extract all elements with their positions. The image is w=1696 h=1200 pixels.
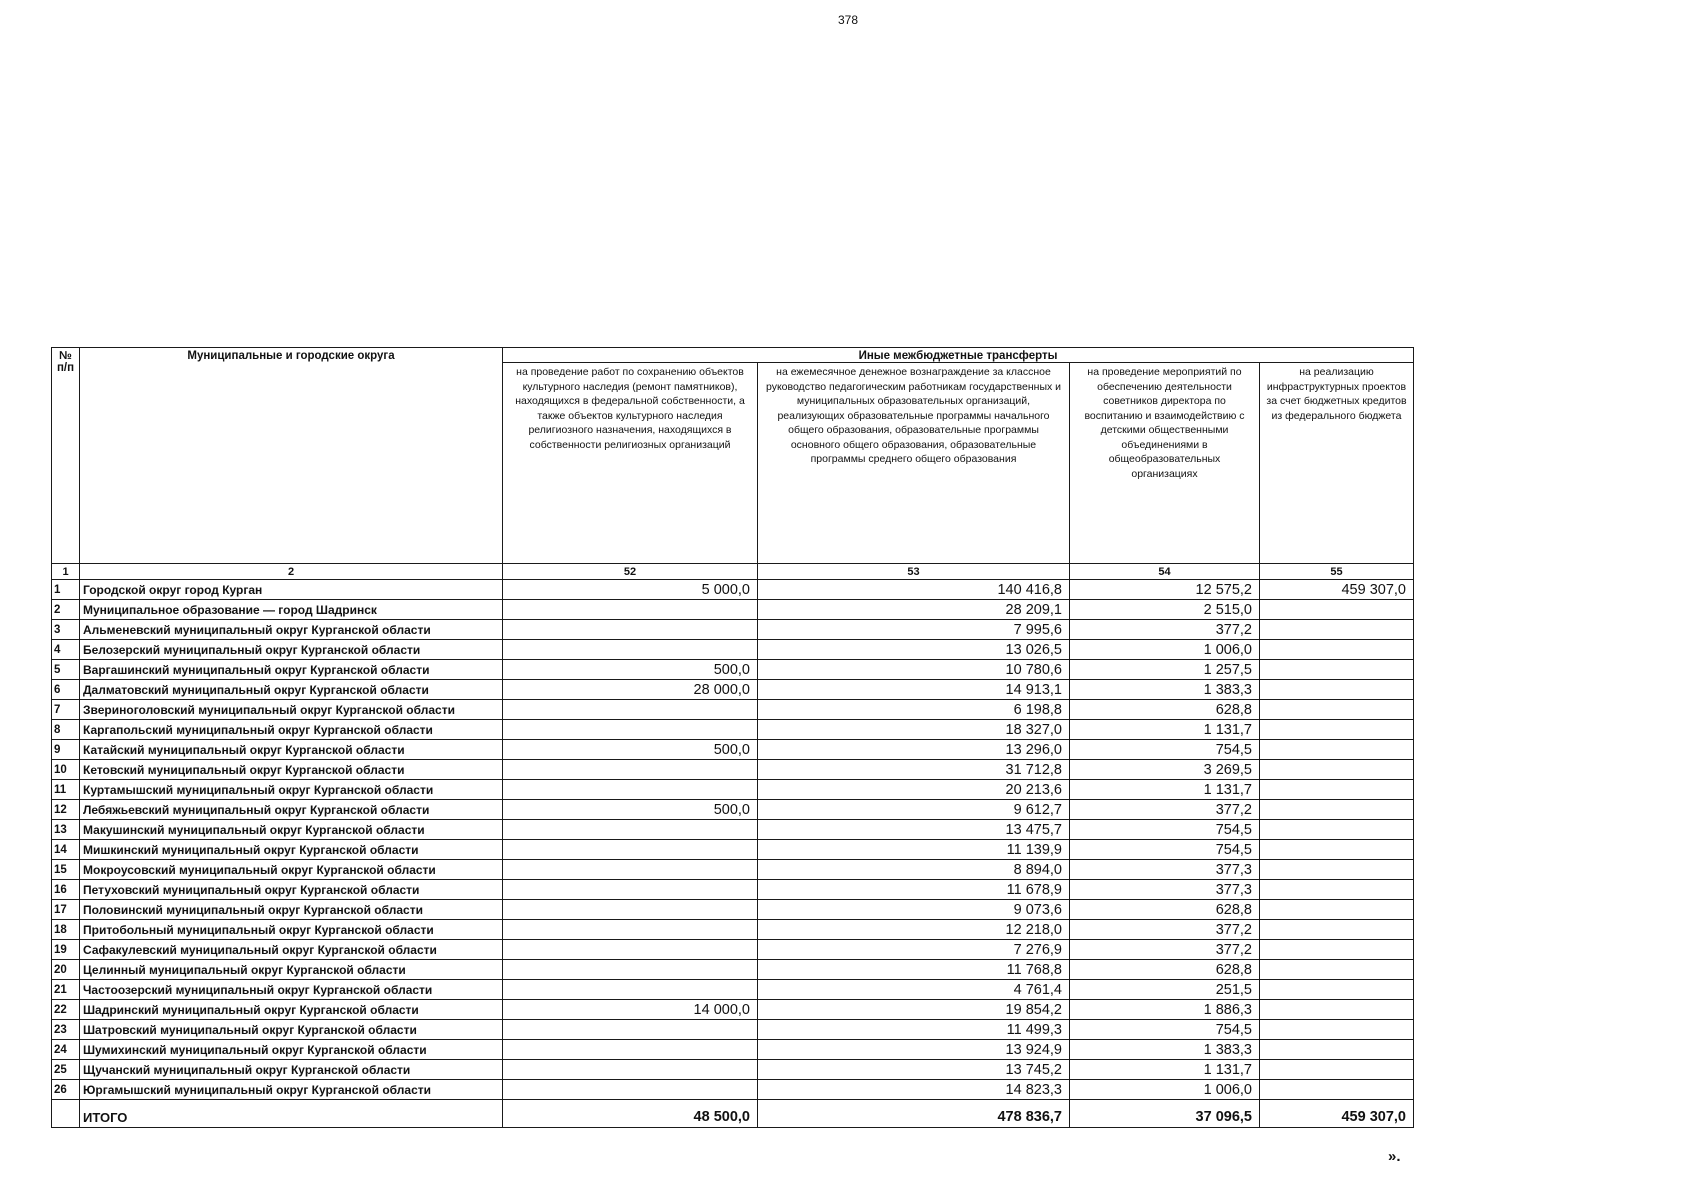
row-number: 8 bbox=[52, 720, 80, 740]
value-col-55 bbox=[1260, 980, 1414, 1000]
table-row bbox=[52, 840, 1414, 860]
value-col-53: 11 499,3 bbox=[758, 1020, 1070, 1040]
value-col-53: 12 218,0 bbox=[758, 920, 1070, 940]
value-col-52 bbox=[503, 900, 758, 920]
value-col-55 bbox=[1260, 820, 1414, 840]
total-col-54: 37 096,5 bbox=[1070, 1100, 1260, 1128]
table-row bbox=[52, 780, 1414, 800]
row-number: 11 bbox=[52, 780, 80, 800]
value-col-52: 500,0 bbox=[503, 660, 758, 680]
row-number: 6 bbox=[52, 680, 80, 700]
value-col-54: 754,5 bbox=[1070, 840, 1260, 860]
table-row bbox=[52, 880, 1414, 900]
value-col-55 bbox=[1260, 1000, 1414, 1020]
value-col-55 bbox=[1260, 700, 1414, 720]
table-row bbox=[52, 800, 1414, 820]
district-name: Сафакулевский муниципальный округ Курганской области bbox=[80, 940, 503, 960]
district-name: Притобольный муниципальный округ Курганской области bbox=[80, 920, 503, 940]
row-number: 14 bbox=[52, 840, 80, 860]
value-col-52 bbox=[503, 600, 758, 620]
value-col-54: 1 131,7 bbox=[1070, 1060, 1260, 1080]
row-number: 13 bbox=[52, 820, 80, 840]
value-col-52 bbox=[503, 880, 758, 900]
value-col-54: 377,2 bbox=[1070, 920, 1260, 940]
page-number: 378 bbox=[837, 13, 859, 27]
value-col-54: 377,2 bbox=[1070, 940, 1260, 960]
value-col-53: 19 854,2 bbox=[758, 1000, 1070, 1020]
value-col-53: 11 678,9 bbox=[758, 880, 1070, 900]
value-col-53: 13 745,2 bbox=[758, 1060, 1070, 1080]
value-col-53: 13 475,7 bbox=[758, 820, 1070, 840]
value-col-55 bbox=[1260, 600, 1414, 620]
value-col-52 bbox=[503, 920, 758, 940]
value-col-53: 13 026,5 bbox=[758, 640, 1070, 660]
value-col-52 bbox=[503, 820, 758, 840]
header-col-53: на ежемесячное денежное вознаграждение за классное руководство педагогическим работникам государственных и муниципальных образовательных организаций, реализующих образовательные программы начального общего образования, образовательные программы основного общего образования, образовательные программы среднего общего образования bbox=[758, 363, 1070, 564]
value-col-53: 14 913,1 bbox=[758, 680, 1070, 700]
value-col-55: 459 307,0 bbox=[1260, 580, 1414, 600]
value-col-55 bbox=[1260, 760, 1414, 780]
table-row bbox=[52, 580, 1414, 600]
table-row bbox=[52, 860, 1414, 880]
value-col-54: 1 383,3 bbox=[1070, 1040, 1260, 1060]
row-number: 20 bbox=[52, 960, 80, 980]
total-col-52: 48 500,0 bbox=[503, 1100, 758, 1128]
value-col-53: 4 761,4 bbox=[758, 980, 1070, 1000]
value-col-55 bbox=[1260, 620, 1414, 640]
value-col-54: 1 131,7 bbox=[1070, 720, 1260, 740]
table-row bbox=[52, 740, 1414, 760]
header-transfers-group: Иные межбюджетные трансферты bbox=[503, 348, 1414, 363]
value-col-52: 14 000,0 bbox=[503, 1000, 758, 1020]
district-name: Щучанский муниципальный округ Курганской области bbox=[80, 1060, 503, 1080]
table-row bbox=[52, 900, 1414, 920]
row-number: 4 bbox=[52, 640, 80, 660]
row-number: 19 bbox=[52, 940, 80, 960]
total-col-53: 478 836,7 bbox=[758, 1100, 1070, 1128]
value-col-52 bbox=[503, 1040, 758, 1060]
value-col-53: 11 139,9 bbox=[758, 840, 1070, 860]
value-col-52 bbox=[503, 960, 758, 980]
total-col-55: 459 307,0 bbox=[1260, 1100, 1414, 1128]
header-col-54: на проведение мероприятий по обеспечению деятельности советников директора по воспитанию и взаимодействию с детскими общественными объединениями в общеобразовательных организациях bbox=[1070, 363, 1260, 564]
header-districts: Муниципальные и городские округа bbox=[80, 348, 503, 564]
table-row bbox=[52, 600, 1414, 620]
district-name: Мишкинский муниципальный округ Курганской области bbox=[80, 840, 503, 860]
value-col-54: 754,5 bbox=[1070, 740, 1260, 760]
value-col-53: 31 712,8 bbox=[758, 760, 1070, 780]
table-body bbox=[52, 580, 1414, 1100]
district-name: Половинский муниципальный округ Курганской области bbox=[80, 900, 503, 920]
column-index: 52 bbox=[503, 564, 758, 580]
district-name: Шумихинский муниципальный округ Курганской области bbox=[80, 1040, 503, 1060]
value-col-55 bbox=[1260, 660, 1414, 680]
district-name: Лебяжьевский муниципальный округ Курганской области bbox=[80, 800, 503, 820]
row-number: 26 bbox=[52, 1080, 80, 1100]
value-col-52: 28 000,0 bbox=[503, 680, 758, 700]
value-col-54: 754,5 bbox=[1070, 1020, 1260, 1040]
value-col-55 bbox=[1260, 1040, 1414, 1060]
district-name: Мокроусовский муниципальный округ Курганской области bbox=[80, 860, 503, 880]
district-name: Петуховский муниципальный округ Курганской области bbox=[80, 880, 503, 900]
district-name: Городской округ город Курган bbox=[80, 580, 503, 600]
district-name: Шатровский муниципальный округ Курганской области bbox=[80, 1020, 503, 1040]
value-col-55 bbox=[1260, 780, 1414, 800]
row-number: 23 bbox=[52, 1020, 80, 1040]
district-name: Куртамышский муниципальный округ Курганской области bbox=[80, 780, 503, 800]
district-name: Муниципальное образование — город Шадринск bbox=[80, 600, 503, 620]
total-label: ИТОГО bbox=[80, 1100, 503, 1128]
value-col-52 bbox=[503, 700, 758, 720]
value-col-54: 377,2 bbox=[1070, 800, 1260, 820]
value-col-52 bbox=[503, 620, 758, 640]
value-col-54: 1 886,3 bbox=[1070, 1000, 1260, 1020]
row-number: 2 bbox=[52, 600, 80, 620]
value-col-55 bbox=[1260, 1060, 1414, 1080]
value-col-52 bbox=[503, 840, 758, 860]
value-col-52 bbox=[503, 980, 758, 1000]
value-col-52 bbox=[503, 1080, 758, 1100]
value-col-55 bbox=[1260, 920, 1414, 940]
district-name: Каргапольский муниципальный округ Курганской области bbox=[80, 720, 503, 740]
value-col-55 bbox=[1260, 840, 1414, 860]
row-number: 18 bbox=[52, 920, 80, 940]
column-index: 55 bbox=[1260, 564, 1414, 580]
district-name: Звериноголовский муниципальный округ Курганской области bbox=[80, 700, 503, 720]
value-col-55 bbox=[1260, 740, 1414, 760]
column-index-row bbox=[52, 564, 1414, 580]
value-col-53: 7 276,9 bbox=[758, 940, 1070, 960]
table-row bbox=[52, 720, 1414, 740]
district-name: Кетовский муниципальный округ Курганской области bbox=[80, 760, 503, 780]
value-col-54: 754,5 bbox=[1070, 820, 1260, 840]
table-row bbox=[52, 820, 1414, 840]
table-row bbox=[52, 1040, 1414, 1060]
row-number: 21 bbox=[52, 980, 80, 1000]
closing-quote-mark: ». bbox=[1388, 1148, 1401, 1165]
district-name: Шадринский муниципальный округ Курганской области bbox=[80, 1000, 503, 1020]
district-name: Макушинский муниципальный округ Курганской области bbox=[80, 820, 503, 840]
value-col-53: 6 198,8 bbox=[758, 700, 1070, 720]
value-col-55 bbox=[1260, 900, 1414, 920]
district-name: Частоозерский муниципальный округ Курганской области bbox=[80, 980, 503, 1000]
row-number: 7 bbox=[52, 700, 80, 720]
value-col-54: 1 383,3 bbox=[1070, 680, 1260, 700]
value-col-55 bbox=[1260, 800, 1414, 820]
column-index: 54 bbox=[1070, 564, 1260, 580]
value-col-52 bbox=[503, 640, 758, 660]
value-col-55 bbox=[1260, 960, 1414, 980]
value-col-53: 18 327,0 bbox=[758, 720, 1070, 740]
value-col-55 bbox=[1260, 1080, 1414, 1100]
value-col-54: 251,5 bbox=[1070, 980, 1260, 1000]
district-name: Варгашинский муниципальный округ Курганской области bbox=[80, 660, 503, 680]
table-row bbox=[52, 680, 1414, 700]
row-number: 1 bbox=[52, 580, 80, 600]
value-col-53: 20 213,6 bbox=[758, 780, 1070, 800]
value-col-54: 377,3 bbox=[1070, 880, 1260, 900]
column-index: 2 bbox=[80, 564, 503, 580]
row-number: 12 bbox=[52, 800, 80, 820]
value-col-52: 5 000,0 bbox=[503, 580, 758, 600]
value-col-55 bbox=[1260, 640, 1414, 660]
row-number: 25 bbox=[52, 1060, 80, 1080]
value-col-52 bbox=[503, 1020, 758, 1040]
value-col-53: 9 073,6 bbox=[758, 900, 1070, 920]
transfers-table bbox=[51, 347, 1414, 1128]
column-index: 1 bbox=[52, 564, 80, 580]
value-col-53: 140 416,8 bbox=[758, 580, 1070, 600]
column-index: 53 bbox=[758, 564, 1070, 580]
row-number: 5 bbox=[52, 660, 80, 680]
value-col-54: 3 269,5 bbox=[1070, 760, 1260, 780]
header-col-52: на проведение работ по сохранению объектов культурного наследия (ремонт памятников), находящихся в федеральной собственности, а также объектов культурного наследия религиозного назначения, находящихся в собственности религиозных организаций bbox=[503, 363, 758, 564]
district-name: Катайский муниципальный округ Курганской области bbox=[80, 740, 503, 760]
value-col-54: 628,8 bbox=[1070, 900, 1260, 920]
row-number: 16 bbox=[52, 880, 80, 900]
value-col-53: 9 612,7 bbox=[758, 800, 1070, 820]
table-row bbox=[52, 620, 1414, 640]
value-col-53: 11 768,8 bbox=[758, 960, 1070, 980]
value-col-54: 1 006,0 bbox=[1070, 640, 1260, 660]
header-col-55: на реализацию инфраструктурных проектов за счет бюджетных кредитов из федерального бюджета bbox=[1260, 363, 1414, 564]
row-number: 17 bbox=[52, 900, 80, 920]
value-col-54: 12 575,2 bbox=[1070, 580, 1260, 600]
table-row bbox=[52, 1020, 1414, 1040]
value-col-53: 7 995,6 bbox=[758, 620, 1070, 640]
value-col-54: 1 006,0 bbox=[1070, 1080, 1260, 1100]
value-col-55 bbox=[1260, 880, 1414, 900]
value-col-55 bbox=[1260, 680, 1414, 700]
header-num: № п/п bbox=[52, 348, 80, 564]
district-name: Белозерский муниципальный округ Курганской области bbox=[80, 640, 503, 660]
row-number: 24 bbox=[52, 1040, 80, 1060]
value-col-53: 10 780,6 bbox=[758, 660, 1070, 680]
row-number: 22 bbox=[52, 1000, 80, 1020]
district-name: Альменевский муниципальный округ Курганской области bbox=[80, 620, 503, 640]
value-col-53: 13 924,9 bbox=[758, 1040, 1070, 1060]
row-number: 15 bbox=[52, 860, 80, 880]
district-name: Юргамышский муниципальный округ Курганской области bbox=[80, 1080, 503, 1100]
value-col-54: 628,8 bbox=[1070, 960, 1260, 980]
table-row bbox=[52, 760, 1414, 780]
value-col-52: 500,0 bbox=[503, 800, 758, 820]
value-col-54: 628,8 bbox=[1070, 700, 1260, 720]
value-col-54: 377,2 bbox=[1070, 620, 1260, 640]
row-number: 3 bbox=[52, 620, 80, 640]
table-row bbox=[52, 1080, 1414, 1100]
table-row bbox=[52, 640, 1414, 660]
district-name: Целинный муниципальный округ Курганской области bbox=[80, 960, 503, 980]
table-row bbox=[52, 960, 1414, 980]
value-col-55 bbox=[1260, 1020, 1414, 1040]
value-col-53: 8 894,0 bbox=[758, 860, 1070, 880]
table-row bbox=[52, 1000, 1414, 1020]
value-col-54: 1 257,5 bbox=[1070, 660, 1260, 680]
value-col-53: 28 209,1 bbox=[758, 600, 1070, 620]
table-row bbox=[52, 940, 1414, 960]
table-row bbox=[52, 1060, 1414, 1080]
row-number: 10 bbox=[52, 760, 80, 780]
value-col-55 bbox=[1260, 860, 1414, 880]
value-col-52: 500,0 bbox=[503, 740, 758, 760]
table-row bbox=[52, 980, 1414, 1000]
value-col-54: 1 131,7 bbox=[1070, 780, 1260, 800]
district-name: Далматовский муниципальный округ Курганской области bbox=[80, 680, 503, 700]
total-row bbox=[52, 1100, 1414, 1128]
value-col-52 bbox=[503, 1060, 758, 1080]
total-num-cell bbox=[52, 1100, 80, 1128]
value-col-55 bbox=[1260, 720, 1414, 740]
table-row bbox=[52, 700, 1414, 720]
value-col-54: 2 515,0 bbox=[1070, 600, 1260, 620]
value-col-53: 14 823,3 bbox=[758, 1080, 1070, 1100]
value-col-52 bbox=[503, 940, 758, 960]
value-col-52 bbox=[503, 860, 758, 880]
row-number: 9 bbox=[52, 740, 80, 760]
value-col-54: 377,3 bbox=[1070, 860, 1260, 880]
value-col-52 bbox=[503, 780, 758, 800]
value-col-53: 13 296,0 bbox=[758, 740, 1070, 760]
table-row bbox=[52, 660, 1414, 680]
value-col-52 bbox=[503, 720, 758, 740]
value-col-52 bbox=[503, 760, 758, 780]
table-row bbox=[52, 920, 1414, 940]
value-col-55 bbox=[1260, 940, 1414, 960]
